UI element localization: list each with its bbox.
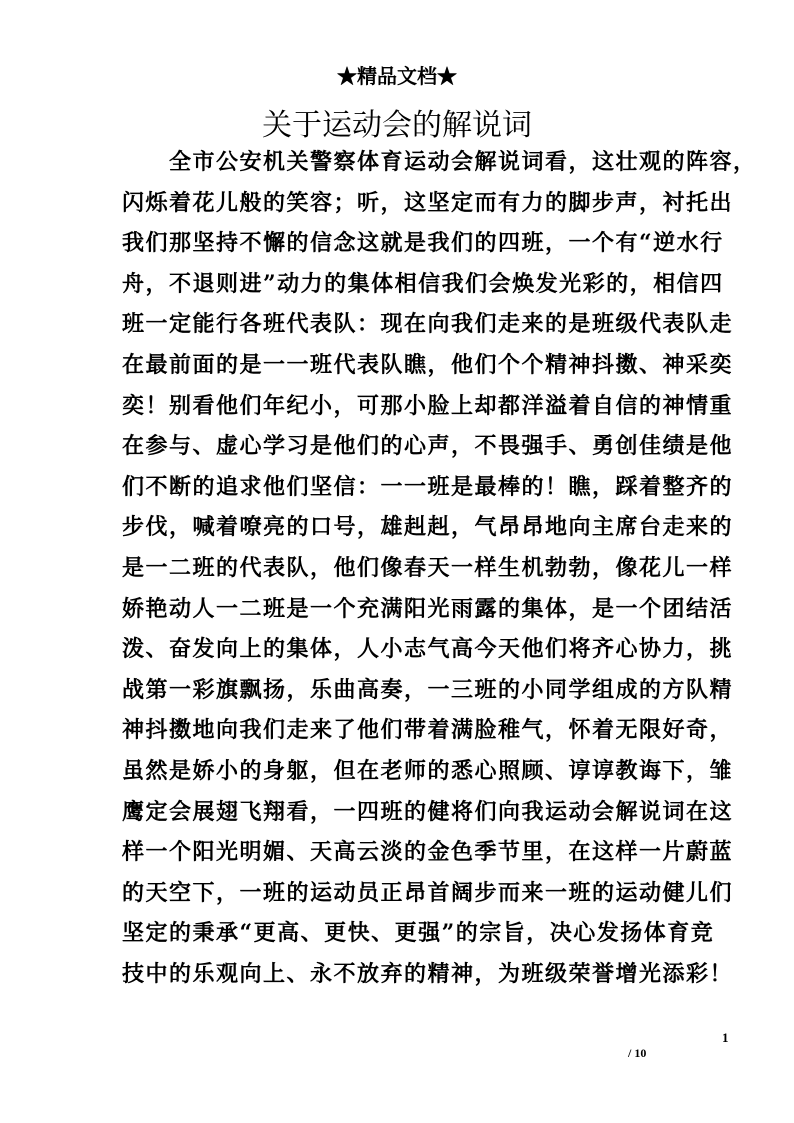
body-line-20: 坚定的秉承“更高、更快、更强”的宗旨，决心发扬体育竞 <box>122 920 715 947</box>
body-line-14: 战第一彩旗飘扬，乐曲高奏，一三班的小同学组成的方队精 <box>122 676 734 703</box>
body-line-10: 步伐，喊着嘹亮的口号，雄赳赳，气昂昂地向主席台走来的 <box>122 514 734 541</box>
body-line-4: 舟，不退则进”动力的集体相信我们会焕发光彩的，相信四 <box>122 270 724 297</box>
body-line-15: 神抖擞地向我们走来了他们带着满脸稚气，怀着无限好奇， <box>122 717 734 744</box>
body-line-9: 们不断的追求他们坚信：一一班是最棒的！瞧，踩着整齐的 <box>122 473 734 500</box>
body-text <box>122 142 757 994</box>
body-line-21: 技中的乐观向上、永不放弃的精神，为班级荣誉增光添彩！ <box>122 960 734 987</box>
document-title: 关于运动会的解说词 <box>262 108 532 143</box>
page-total: / 10 <box>628 1046 647 1060</box>
body-line-13: 泼、奋发向上的集体，人小志气高今天他们将齐心协力，挑 <box>122 636 734 663</box>
body-line-2: 闪烁着花儿般的笑容；听，这坚定而有力的脚步声，衬托出 <box>122 189 734 216</box>
body-line-7: 奕！别看他们年纪小，可那小脸上却都洋溢着自信的神情重 <box>122 392 734 419</box>
body-line-3: 我们那坚持不懈的信念这就是我们的四班，一个有“逆水行 <box>122 230 724 257</box>
body-line-16: 虽然是娇小的身躯，但在老师的悉心照顾、谆谆教诲下，雏 <box>122 757 734 784</box>
body-line-6: 在最前面的是一一班代表队瞧，他们个个精神抖擞、神采奕 <box>122 351 734 378</box>
body-line-11: 是一二班的代表队，他们像春天一样生机勃勃，像花儿一样 <box>122 554 734 581</box>
body-line-17: 鹰定会展翅飞翔看，一四班的健将们向我运动会解说词在这 <box>122 798 734 825</box>
body-line-19: 的天空下，一班的运动员正昂首阔步而来一班的运动健儿们 <box>122 879 734 906</box>
body-line-8: 在参与、虚心学习是他们的心声，不畏强手、勇创佳绩是他 <box>122 433 734 460</box>
page-number: 1 <box>722 1030 729 1045</box>
body-line-18: 样一个阳光明媚、天高云淡的金色季节里，在这样一片蔚蓝 <box>122 839 734 866</box>
body-line-1: 全市公安机关警察体育运动会解说词看，这壮观的阵容， <box>122 149 757 175</box>
body-line-5: 班一定能行各班代表队：现在向我们走来的是班级代表队走 <box>122 311 734 338</box>
body-line-12: 娇艳动人一二班是一个充满阳光雨露的集体，是一个团结活 <box>122 595 734 622</box>
document-header: ★精品文档★ <box>337 64 457 88</box>
